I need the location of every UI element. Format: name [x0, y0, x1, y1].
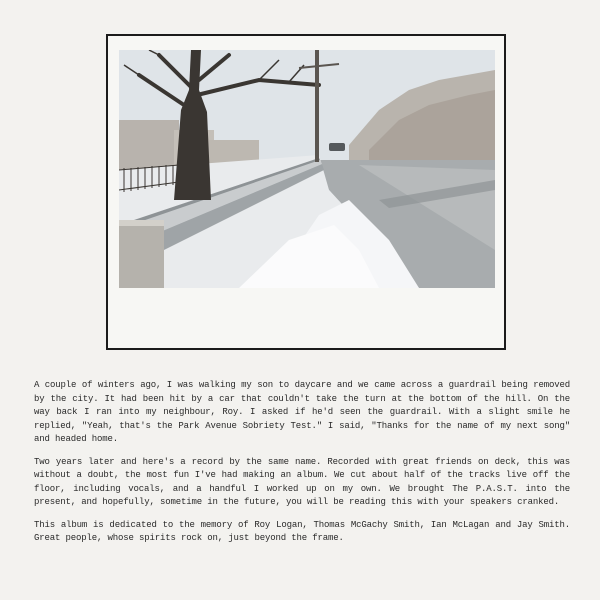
photo-frame	[106, 34, 506, 350]
snowy-street-photo-icon	[119, 50, 495, 288]
paragraph-3: This album is dedicated to the memory of Roy Logan, Thomas McGachy Smith, Ian McLagan and Jay Smith. Great people, whose spirits rock on, just beyond the frame.	[34, 519, 570, 543]
liner-notes	[34, 379, 570, 555]
paragraph-1: A couple of winters ago, I was walking my son to daycare and we came across a guardrail being removed by the city. It had been hit by a car that couldn't take the turn at the bottom of the hill. On the way back I ran into my neighbour, Roy. I asked if he'd seen the guardrail. With a slight smile he replied, "Yeah, that's the Park Avenue Sobriety Test." I said, "Thanks for the name of my next song" and headed home.	[34, 380, 570, 444]
paragraph-2: Two years later and here's a record by the same name. Recorded with great friends on deck, this was without a doubt, the most fun I've had making an album. We cut about half of the tracks live off the floor, including vocals, and a handful I worked up on my own. We brought The P.A.S.T. into the present, and hopefully, sometime in the future, you will be reading this with your speakers cranked.	[34, 456, 570, 507]
snowy-street-photo	[119, 50, 495, 288]
